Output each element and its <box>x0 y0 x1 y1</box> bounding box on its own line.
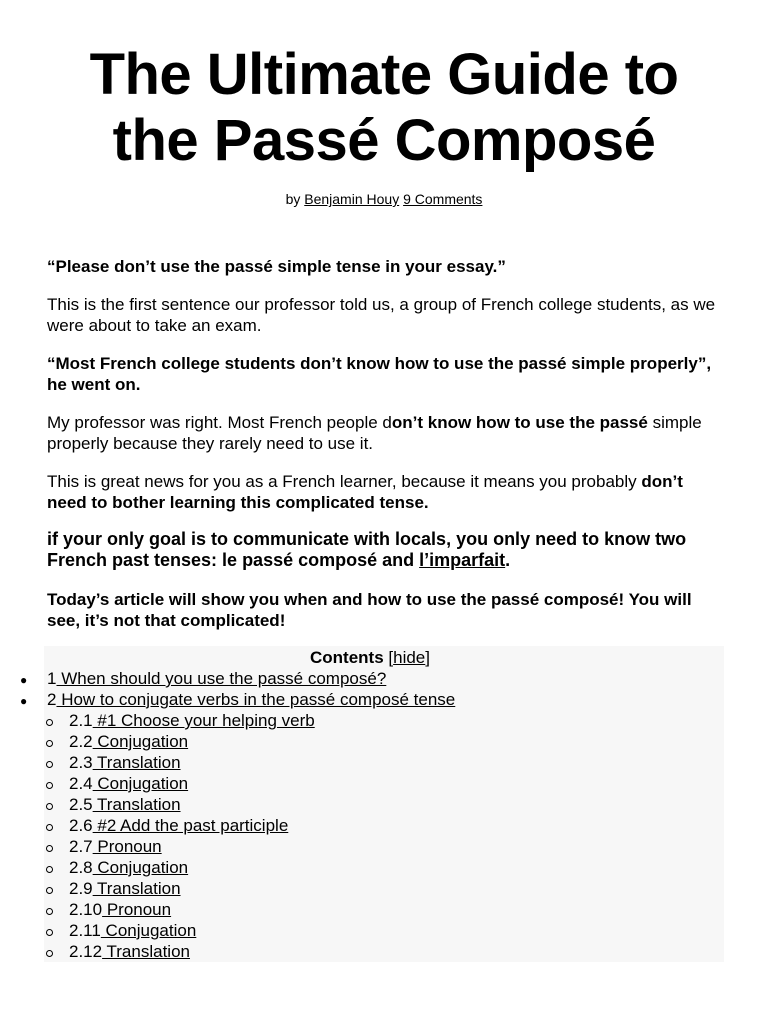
paragraph-7: Today’s article will show you when and how to use the passé composé! You will see, it’s not that complicated! <box>47 590 692 630</box>
toc-subitem-link[interactable]: Pronoun <box>102 900 172 919</box>
toc-subitem-2-11[interactable] <box>69 921 196 941</box>
toc-subitem-number: 2.10 <box>69 900 103 919</box>
toc-subitem-2-1[interactable] <box>69 711 315 731</box>
toc-subitem-link[interactable]: #2 Add the past participle <box>92 816 289 835</box>
circle-bullet-icon <box>46 824 53 831</box>
circle-bullet-icon <box>46 887 53 894</box>
circle-bullet-icon <box>46 803 53 810</box>
paragraph-5 <box>47 471 727 513</box>
toc-subitem-number: 2.9 <box>69 879 93 898</box>
toc-subitem-2-8[interactable] <box>69 858 188 878</box>
toc-subitem-number: 2.12 <box>69 942 103 961</box>
toc-item-number: 2 <box>47 690 57 709</box>
toc-hide-link[interactable]: hide <box>393 648 426 667</box>
toc-item-link[interactable]: When should you use the passé composé? <box>56 669 387 688</box>
toc-item-2[interactable] <box>47 690 455 710</box>
toc-subitem-2-2[interactable] <box>69 732 188 752</box>
comments-link[interactable]: 9 Comments <box>403 191 483 207</box>
article-title <box>0 42 768 174</box>
toc-subitem-number: 2.8 <box>69 858 93 877</box>
author-link[interactable]: Benjamin Houy <box>304 191 400 207</box>
toc-subitem-number: 2.6 <box>69 816 93 835</box>
toc-subitem-number: 2.1 <box>69 711 93 730</box>
toc-hide-bracket-close: ] <box>425 648 430 667</box>
toc-subitem-2-7[interactable] <box>69 837 162 857</box>
circle-bullet-icon <box>46 950 53 957</box>
paragraph-quote-1: “Please don’t use the passé simple tense in your essay.” <box>47 257 506 276</box>
circle-bullet-icon <box>46 719 53 726</box>
paragraph-5-part-a: This is great news for you as a French learner, because it means you probably <box>47 472 642 491</box>
toc-header <box>0 648 740 668</box>
toc-subitem-link[interactable]: Translation <box>102 942 190 961</box>
bullet-icon: ● <box>20 673 28 687</box>
toc-subitem-link[interactable]: Translation <box>92 753 181 772</box>
toc-subitem-number: 2.4 <box>69 774 93 793</box>
toc-subitem-link[interactable]: Pronoun <box>92 837 162 856</box>
byline <box>0 190 768 208</box>
toc-subitem-2-4[interactable] <box>69 774 188 794</box>
circle-bullet-icon <box>46 866 53 873</box>
paragraph-5-part-b: don’t need to bother learning this complicated tense. <box>47 472 683 512</box>
toc-subitem-link[interactable]: Translation <box>92 879 181 898</box>
toc-subitem-number: 2.5 <box>69 795 93 814</box>
toc-item-link[interactable]: How to conjugate verbs in the passé composé tense <box>56 690 456 709</box>
paragraph-4 <box>47 412 727 454</box>
paragraph-6-end: . <box>505 550 511 570</box>
toc-subitem-link[interactable]: Conjugation <box>92 858 189 877</box>
toc-subitem-link[interactable]: Conjugation <box>92 774 189 793</box>
circle-bullet-icon <box>46 761 53 768</box>
paragraph-4-part-b: on’t know how to use the passé <box>391 413 648 432</box>
article-title-line-1: The Ultimate Guide to <box>89 42 679 107</box>
paragraph-quote-2: “Most French college students don’t know how to use the passé simple properly”, he went on. <box>47 354 712 394</box>
toc-hide-bracket-open: [ <box>383 648 394 667</box>
toc-subitem-link[interactable]: #1 Choose your helping verb <box>92 711 315 730</box>
article-title-line-2: the Passé Composé <box>112 108 656 173</box>
circle-bullet-icon <box>46 782 53 789</box>
circle-bullet-icon <box>46 908 53 915</box>
toc-subitem-link[interactable]: Translation <box>92 795 181 814</box>
paragraph-6-text: if your only goal is to communicate with locals, you only need to know two French past tenses: le passé composé and <box>47 529 687 570</box>
circle-bullet-icon <box>46 929 53 936</box>
toc-item-number: 1 <box>47 669 57 688</box>
toc-subitem-2-10[interactable] <box>69 900 171 920</box>
toc-subitem-link[interactable]: Conjugation <box>100 921 197 940</box>
circle-bullet-icon <box>46 740 53 747</box>
paragraph-4-part-a: My professor was right. Most French people d <box>47 413 392 432</box>
circle-bullet-icon <box>46 845 53 852</box>
toc-subitem-number: 2.11 <box>69 921 101 940</box>
toc-subitem-link[interactable]: Conjugation <box>92 732 189 751</box>
paragraph-6 <box>47 529 727 571</box>
paragraph-4-part-c: simple properly because they rarely need to use it. <box>47 413 702 453</box>
bullet-icon: ● <box>20 694 28 708</box>
toc-subitem-number: 2.2 <box>69 732 93 751</box>
paragraph-2: This is the first sentence our professor told us, a group of French college students, as we were about to take an exam. <box>47 295 716 335</box>
toc-subitem-2-6[interactable] <box>69 816 288 836</box>
toc-item-1[interactable] <box>47 669 386 689</box>
imparfait-link[interactable]: l’imparfait <box>419 550 506 570</box>
toc-subitem-2-3[interactable] <box>69 753 181 773</box>
toc-subitem-2-9[interactable] <box>69 879 181 899</box>
toc-subitem-2-5[interactable] <box>69 795 181 815</box>
toc-subitem-2-12[interactable] <box>69 942 190 962</box>
toc-subitem-number: 2.7 <box>69 837 93 856</box>
toc-subitem-number: 2.3 <box>69 753 93 772</box>
byline-prefix: by <box>285 191 305 207</box>
toc-title: Contents <box>310 648 384 667</box>
